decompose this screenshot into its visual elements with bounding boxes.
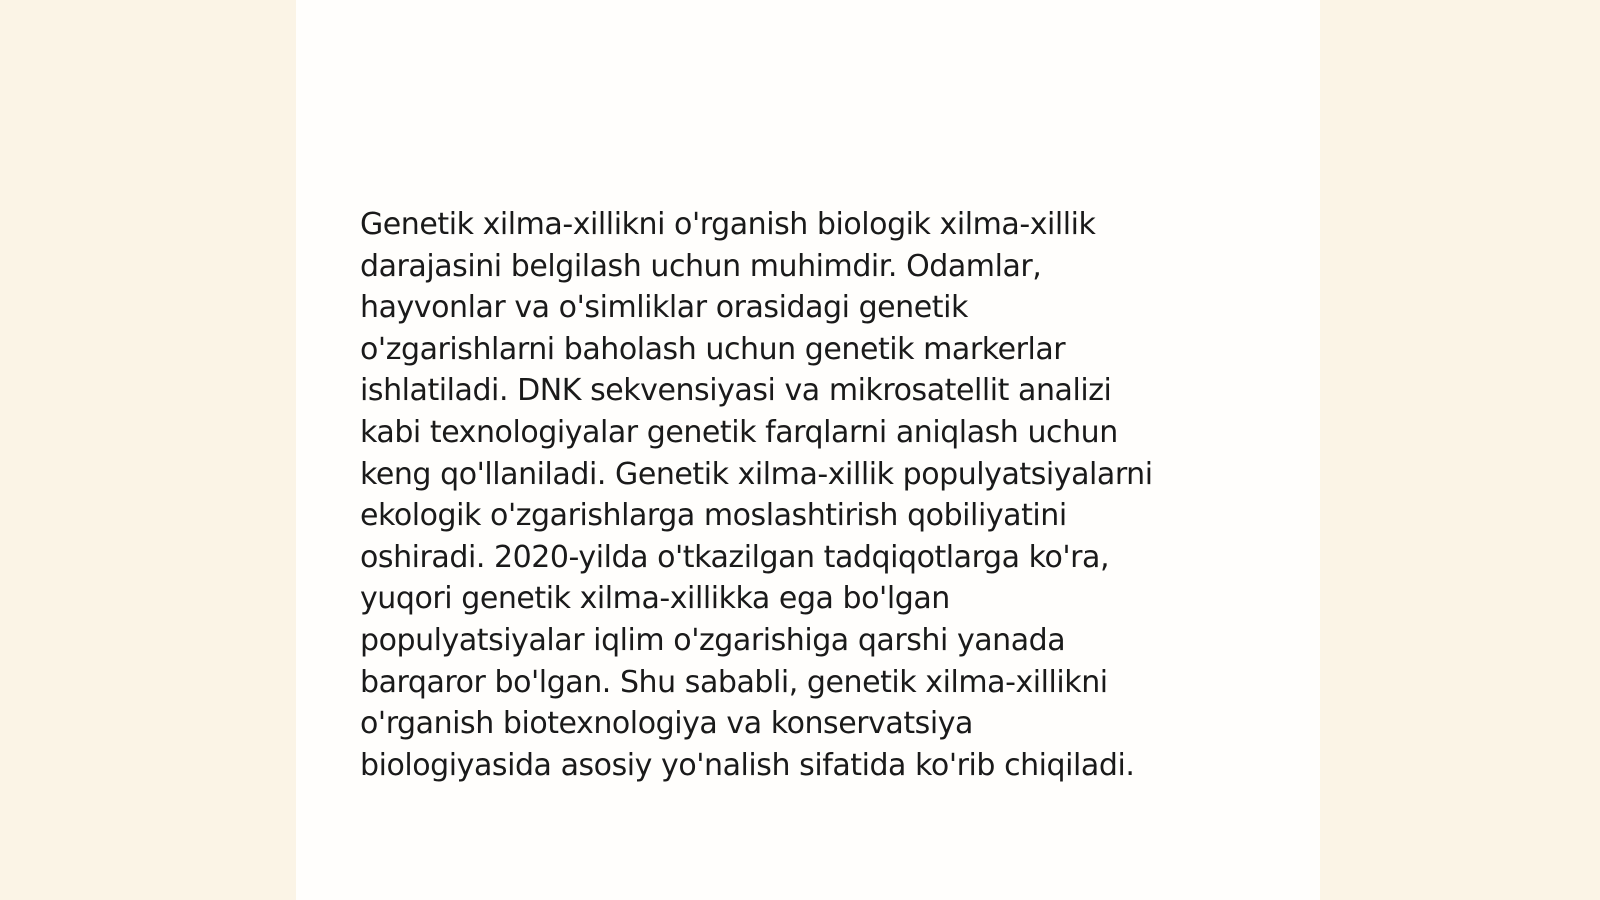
document-content	[360, 204, 1260, 786]
body-paragraph: Genetik xilma-xillikni o'rganish biologik xilma-xillik darajasini belgilash uchun muhimdir. Odamlar, hayvonlar va o'simliklar orasidagi genetik o'zgarishlarni baholash uchun genetik markerlar ishlatiladi. DNK sekvensiyasi va mikrosatellit analizi kabi texnologiyalar genetik farqlarni aniqlash uchun keng qo'llaniladi. Genetik xilma-xillik populyatsiyalarni ekologik o'zgarishlarga moslashtirish qobiliyatini oshiradi. 2020-yilda o'tkazilgan tadqiqotlarga ko'ra, yuqori genetik xilma-xillikka ega bo'lgan populyatsiyalar iqlim o'zgarishiga qarshi yanada barqaror bo'lgan. Shu sababli, genetik xilma-xillikni o'rganish biotexnologiya va konservatsiya biologiyasida asosiy yo'nalish sifatida ko'rib chiqiladi.	[360, 207, 1153, 783]
document-page	[296, 0, 1320, 900]
